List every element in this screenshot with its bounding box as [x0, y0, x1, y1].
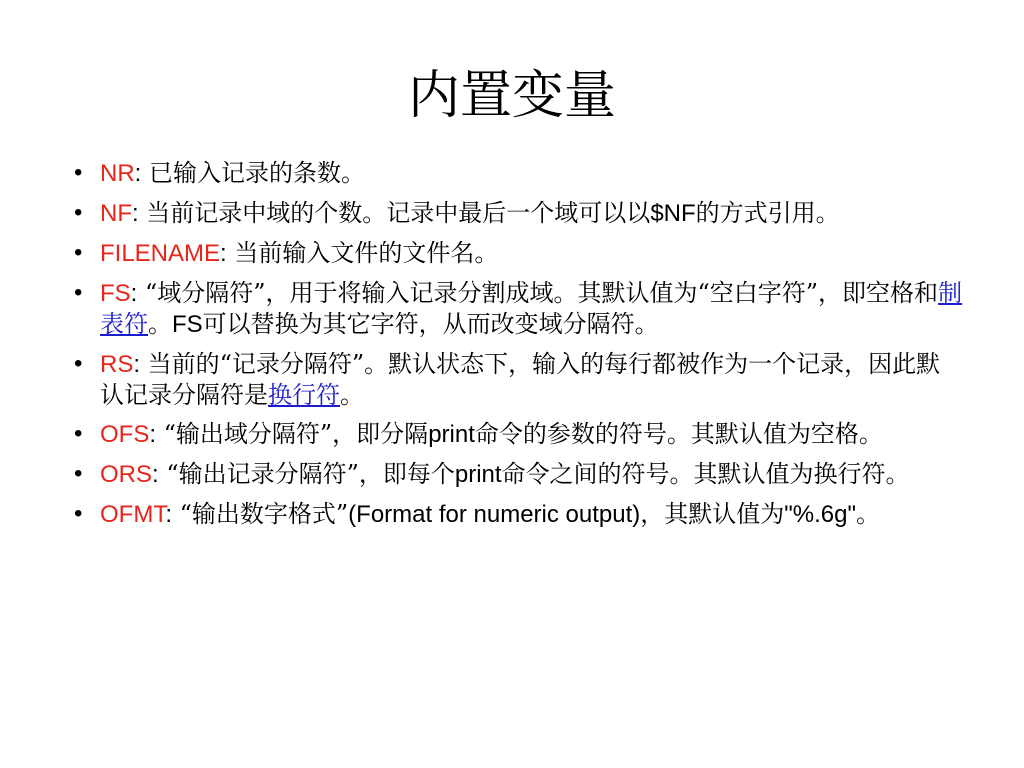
term-colon: :: [130, 280, 138, 307]
term-colon: :: [133, 351, 141, 378]
item-text: 。: [340, 381, 364, 409]
bullet-item-rs: [74, 349, 964, 410]
bullet-item-ofs: [74, 419, 964, 450]
bullet-dot-icon: •: [74, 239, 83, 266]
bullet-dot-icon: •: [74, 199, 83, 226]
item-text: 。: [856, 500, 881, 528]
term-rs: RS: [100, 351, 134, 378]
item-text: “域分隔符”，用于将输入记录分割成域。其默认值为“空白字符”，即空格和: [137, 279, 939, 307]
inline-code: (Format for numeric output): [348, 501, 641, 528]
item-text: “输出数字格式”: [172, 500, 349, 528]
item-text: 当前的“记录分隔符”。默认状态下，输入的每行都被作为一个记录，因此默认记录分隔符是: [100, 350, 941, 409]
term-ofs: OFS: [100, 421, 150, 448]
item-text: “输出记录分隔符”，即每个: [158, 460, 455, 488]
bullet-dot-icon: •: [74, 460, 83, 487]
bullet-dot-icon: •: [74, 420, 83, 447]
item-text: ，其默认值为: [640, 500, 785, 528]
term-colon: :: [165, 501, 172, 528]
inline-code: print: [428, 421, 475, 448]
bullet-dot-icon: •: [74, 279, 83, 306]
link-tab-character[interactable]: 制表符: [100, 279, 963, 338]
item-text: “输出域分隔符”，即分隔: [156, 420, 429, 448]
item-text: 的方式引用。: [695, 199, 840, 227]
bullet-item-filename: [74, 238, 964, 269]
link-newline-character[interactable]: 换行符: [268, 381, 340, 409]
term-colon: :: [132, 200, 139, 227]
bullet-dot-icon: •: [74, 159, 83, 186]
item-text: 当前记录中域的个数。记录中最后一个域可以以: [138, 199, 651, 227]
item-text: 可以替换为其它字符，从而改变域分隔符。: [202, 310, 659, 338]
term-ors: ORS: [100, 461, 153, 488]
item-text: 命令之间的符号。其默认值为换行符。: [501, 460, 910, 488]
slide-title: 内置变量: [407, 66, 616, 126]
item-text: 。: [148, 310, 172, 338]
term-nr: NR: [100, 160, 135, 187]
bullet-item-ors: [74, 459, 964, 490]
term-filename: FILENAME: [100, 240, 221, 267]
bullet-item-ofmt: [74, 499, 964, 530]
item-text: 已输入记录的条数。: [141, 159, 365, 187]
inline-code: "%.6g": [784, 501, 857, 528]
inline-code: print: [454, 461, 502, 488]
inline-code: $NF: [650, 200, 696, 227]
item-text: 命令的参数的符号。其默认值为空格。: [474, 420, 883, 448]
bullet-dot-icon: •: [74, 500, 83, 527]
bullet-item-fs: [74, 278, 964, 340]
term-colon: :: [152, 461, 159, 488]
term-colon: :: [220, 240, 227, 267]
term-colon: :: [149, 421, 157, 448]
term-colon: :: [134, 160, 142, 187]
bullet-dot-icon: •: [74, 350, 83, 377]
term-fs: FS: [100, 280, 131, 307]
inline-code: FS: [172, 311, 203, 338]
bullet-list: [74, 158, 964, 539]
term-nf: NF: [100, 200, 132, 227]
bullet-item-nr: [74, 158, 964, 189]
bullet-item-nf: [74, 198, 964, 229]
item-text: 当前输入文件的文件名。: [226, 239, 499, 267]
term-ofmt: OFMT: [100, 501, 166, 528]
